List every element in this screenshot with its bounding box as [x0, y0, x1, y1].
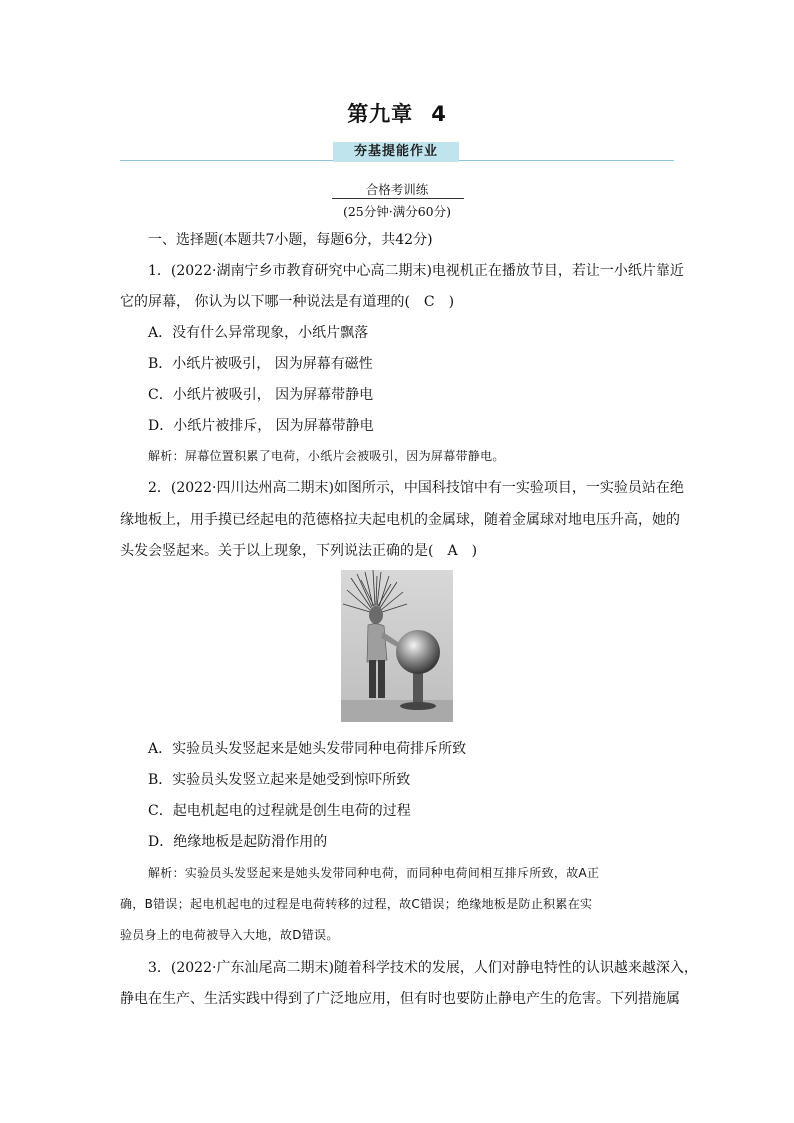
- section-time: (25分钟·满分60分): [342, 204, 452, 219]
- q1-explanation: 解析：屏幕位置积累了电荷，小纸片会被吸引，因为屏幕带静电。: [148, 449, 505, 463]
- q2-explanation-line3: 验员身上的电荷被导入大地，故D错误。: [120, 928, 339, 942]
- q1-stem-line1: 1．(2022·湖南宁乡市教育研究中心高二期末)电视机正在播放节目，若让一小纸片靠近: [148, 263, 684, 279]
- q1-option-b: B．小纸片被吸引， 因为屏幕有磁性: [148, 356, 373, 372]
- section-badge: 夯基提能作业: [333, 142, 459, 162]
- experiment-photo: [341, 570, 453, 722]
- q2-option-b: B．实验员头发竖立起来是她受到惊吓所致: [148, 772, 411, 788]
- q1-option-d: D．小纸片被排斥， 因为屏幕带静电: [148, 418, 374, 434]
- hair-raising-girl-illustration: [341, 570, 453, 722]
- q2-explanation-line2: 确，B错误；起电机起电的过程是电荷转移的过程，故C错误；绝缘地板是防止积累在实: [120, 897, 593, 911]
- part1-heading: 一、选择题(本题共7小题，每题6分，共42分): [148, 232, 433, 248]
- q2-option-c: C．起电机起电的过程就是创生电荷的过程: [148, 803, 411, 819]
- q2-stem-line1: 2．(2022·四川达州高二期末)如图所示，中国科技馆中有一实验项目，一实验员站在绝: [148, 480, 684, 496]
- q2-option-d: D．绝缘地板是起防滑作用的: [148, 834, 328, 850]
- q2-stem-line3: 头发会竖起来。关于以上现象，下列说法正确的是( A ): [120, 543, 478, 559]
- chapter-label: 第九章: [347, 102, 414, 126]
- q2-option-a: A．实验员头发竖起来是她头发带同种电荷排斥所致: [148, 741, 467, 757]
- q2-explanation-line1: 解析：实验员头发竖起来是她头发带同种电荷，而同种电荷间相互排斥所致，故A正: [148, 866, 600, 880]
- q2-stem-line2: 缘地板上，用手摸已经起电的范德格拉夫起电机的金属球，随着金属球对地电压升高，她的: [120, 512, 680, 528]
- q1-option-a: A．没有什么异常现象，小纸片飘落: [148, 325, 369, 341]
- q1-stem-line2: 它的屏幕， 你认为以下哪一种说法是有道理的( C ): [120, 294, 455, 310]
- q3-stem-line2: 静电在生产、生活实践中得到了广泛地应用，但有时也要防止静电产生的危害。下列措施属: [120, 991, 680, 1007]
- page-title: [0, 98, 794, 128]
- lesson-number: 4: [431, 102, 447, 126]
- q3-stem-line1: 3．(2022·广东汕尾高二期末)随着科学技术的发展，人们对静电特性的认识越来越深入，: [148, 960, 698, 976]
- q1-option-c: C．小纸片被吸引， 因为屏幕带静电: [148, 387, 374, 403]
- section-name: 合格考训练: [365, 182, 429, 197]
- section-underline: [332, 198, 464, 199]
